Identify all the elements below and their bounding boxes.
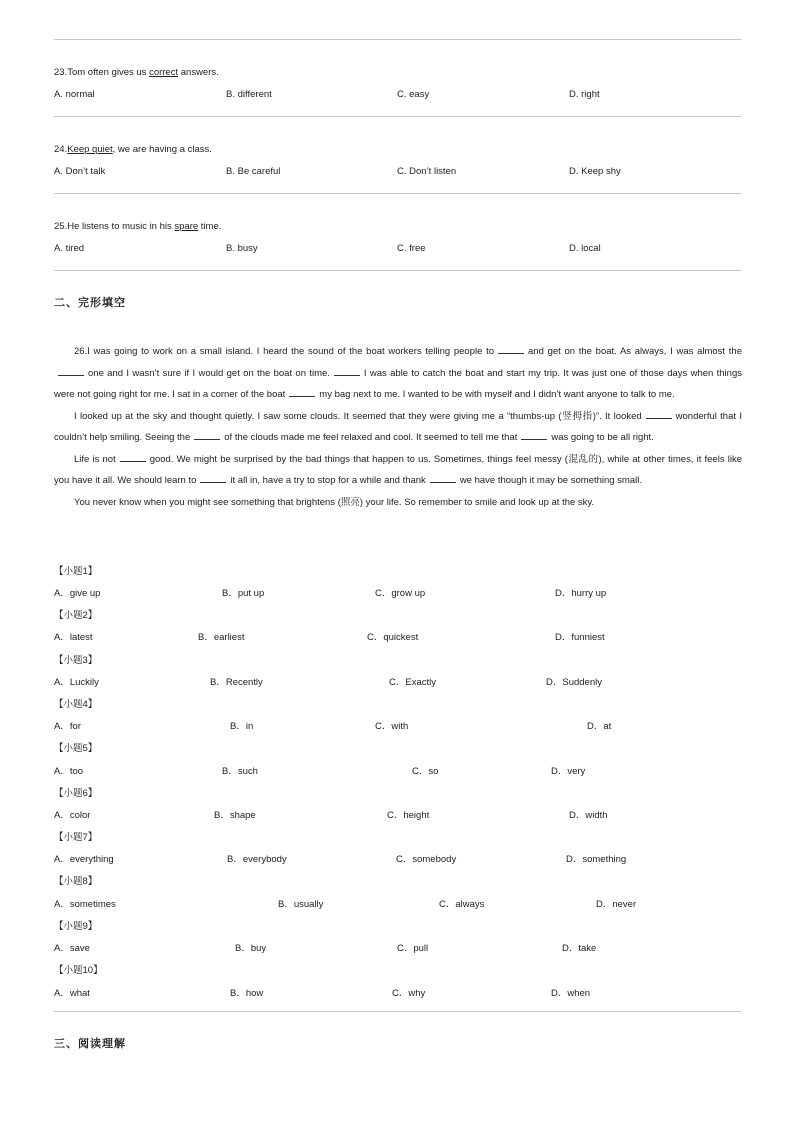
sq4-option-a[interactable]: A．for <box>54 721 81 732</box>
q25-option-d[interactable]: D. local <box>569 243 601 254</box>
divider <box>54 1011 741 1012</box>
cloze-passage <box>54 341 742 513</box>
blank <box>430 474 456 483</box>
passage-paragraph: 26.I was going to work on a small island. I heard the sound of the boat workers telling people to and get on the boat. As always, I was almost theone and I wasn’t sure if I would get on the boat on time. I was able to catch the boat and start my trip. It was just one of those days when things were not going right for me. I sat in a corner of the boat my bag next to me. I wanted to be with myself and I didn’t want anyone to talk to me. <box>54 346 742 400</box>
sq4-option-d[interactable]: D．at <box>587 721 612 732</box>
question-23-stem: 23.Tom often gives us correct answers. <box>54 67 219 78</box>
subquestion-label: 【小题2】 <box>54 610 98 621</box>
sq6-option-a[interactable]: A．color <box>54 810 91 821</box>
sq2-option-d[interactable]: D．funniest <box>555 632 605 643</box>
q24-option-d[interactable]: D. Keep shy <box>569 166 621 177</box>
q23-option-a[interactable]: A. normal <box>54 89 95 100</box>
sq2-option-a[interactable]: A．latest <box>54 632 93 643</box>
blank <box>334 367 360 376</box>
sq9-option-c[interactable]: C．pull <box>397 943 429 954</box>
subquestion-label: 【小题3】 <box>54 655 98 666</box>
divider <box>54 193 741 194</box>
sq4-option-b[interactable]: B．in <box>230 721 254 732</box>
question-25-stem: 25.He listens to music in his spare time. <box>54 221 222 232</box>
subquestion-label: 【小题6】 <box>54 788 98 799</box>
passage-paragraph: I looked up at the sky and thought quietly. I saw some clouds. It seemed that they were giving me a “thumbs-up (竖拇指)”. It looked wonderful that I couldn’t help smiling. Seeing the of the clouds made me feel relaxed and cool. It seemed to tell me that was going to be all right. <box>54 410 742 443</box>
sq3-option-b[interactable]: B．Recently <box>210 677 263 688</box>
sq7-option-a[interactable]: A．everything <box>54 854 114 865</box>
sq1-option-a[interactable]: A．give up <box>54 588 101 599</box>
sq2-option-c[interactable]: C．quickest <box>367 632 419 643</box>
sq5-option-a[interactable]: A．too <box>54 766 84 777</box>
sq3-option-c[interactable]: C．Exactly <box>389 677 436 688</box>
blank <box>646 410 672 419</box>
divider <box>54 116 741 117</box>
sq1-option-d[interactable]: D．hurry up <box>555 588 607 599</box>
section-title-cloze: 二、完形填空 <box>54 296 126 309</box>
subquestion-label: 【小题10】 <box>54 965 103 976</box>
sq4-option-c[interactable]: C．with <box>375 721 409 732</box>
divider <box>54 270 741 271</box>
q24-option-c[interactable]: C. Don’t listen <box>397 166 457 177</box>
sq6-option-d[interactable]: D．width <box>569 810 608 821</box>
subquestion-label: 【小题4】 <box>54 699 98 710</box>
sq9-option-a[interactable]: A．save <box>54 943 90 954</box>
blank <box>521 431 547 440</box>
sq10-option-a[interactable]: A．what <box>54 988 90 999</box>
q25-option-c[interactable]: C. free <box>397 243 426 254</box>
sq9-option-d[interactable]: D．take <box>562 943 597 954</box>
q23-option-c[interactable]: C. easy <box>397 89 430 100</box>
sq3-option-d[interactable]: D．Suddenly <box>546 677 602 688</box>
sq1-option-b[interactable]: B．put up <box>222 588 265 599</box>
q23-option-b[interactable]: B. different <box>226 89 272 100</box>
sq8-option-d[interactable]: D．never <box>596 899 637 910</box>
sq3-option-a[interactable]: A．Luckily <box>54 677 99 688</box>
q24-option-b[interactable]: B. Be careful <box>226 166 281 177</box>
section-title-reading: 三、阅读理解 <box>54 1037 126 1050</box>
q24-option-a[interactable]: A. Don’t talk <box>54 166 106 177</box>
subquestion-label: 【小题7】 <box>54 832 98 843</box>
sq5-option-b[interactable]: B．such <box>222 766 258 777</box>
sq6-option-c[interactable]: C．height <box>387 810 430 821</box>
subquestion-label: 【小题1】 <box>54 566 98 577</box>
sq10-option-d[interactable]: D．when <box>551 988 591 999</box>
subquestion-label: 【小题8】 <box>54 876 98 887</box>
passage-paragraph: Life is not good. We might be surprised by the bad things that happen to us. Sometimes, things feel messy (混乱的), while at other times, it feels like you have it all. We should learn to it all in, have a try to stop for a while and thank we have though it may be something small. <box>54 453 742 486</box>
sq8-option-b[interactable]: B．usually <box>278 899 324 910</box>
q23-option-d[interactable]: D. right <box>569 89 600 100</box>
sq1-option-c[interactable]: C．grow up <box>375 588 426 599</box>
subquestion-label: 【小题5】 <box>54 743 98 754</box>
sq2-option-b[interactable]: B．earliest <box>198 632 245 643</box>
sq8-option-c[interactable]: C．always <box>439 899 485 910</box>
blank <box>200 474 226 483</box>
blank <box>498 345 524 354</box>
sq5-option-d[interactable]: D．very <box>551 766 586 777</box>
sq10-option-b[interactable]: B．how <box>230 988 264 999</box>
q25-option-a[interactable]: A. tired <box>54 243 85 254</box>
sq7-option-d[interactable]: D．something <box>566 854 627 865</box>
sq6-option-b[interactable]: B．shape <box>214 810 256 821</box>
sq9-option-b[interactable]: B．buy <box>235 943 267 954</box>
question-24-stem: 24.Keep quiet, we are having a class. <box>54 144 212 155</box>
sq5-option-c[interactable]: C．so <box>412 766 439 777</box>
blank <box>58 367 84 376</box>
subquestion-label: 【小题9】 <box>54 921 98 932</box>
passage-paragraph: You never know when you might see something that brightens (照亮) your life. So remember to smile and look up at the sky. <box>74 496 595 508</box>
sq7-option-b[interactable]: B．everybody <box>227 854 287 865</box>
blank <box>120 453 146 462</box>
sq10-option-c[interactable]: C．why <box>392 988 426 999</box>
blank <box>194 431 220 440</box>
sq8-option-a[interactable]: A．sometimes <box>54 899 116 910</box>
sq7-option-c[interactable]: C．somebody <box>396 854 457 865</box>
blank <box>289 388 315 397</box>
q25-option-b[interactable]: B. busy <box>226 243 258 254</box>
divider <box>54 39 741 40</box>
